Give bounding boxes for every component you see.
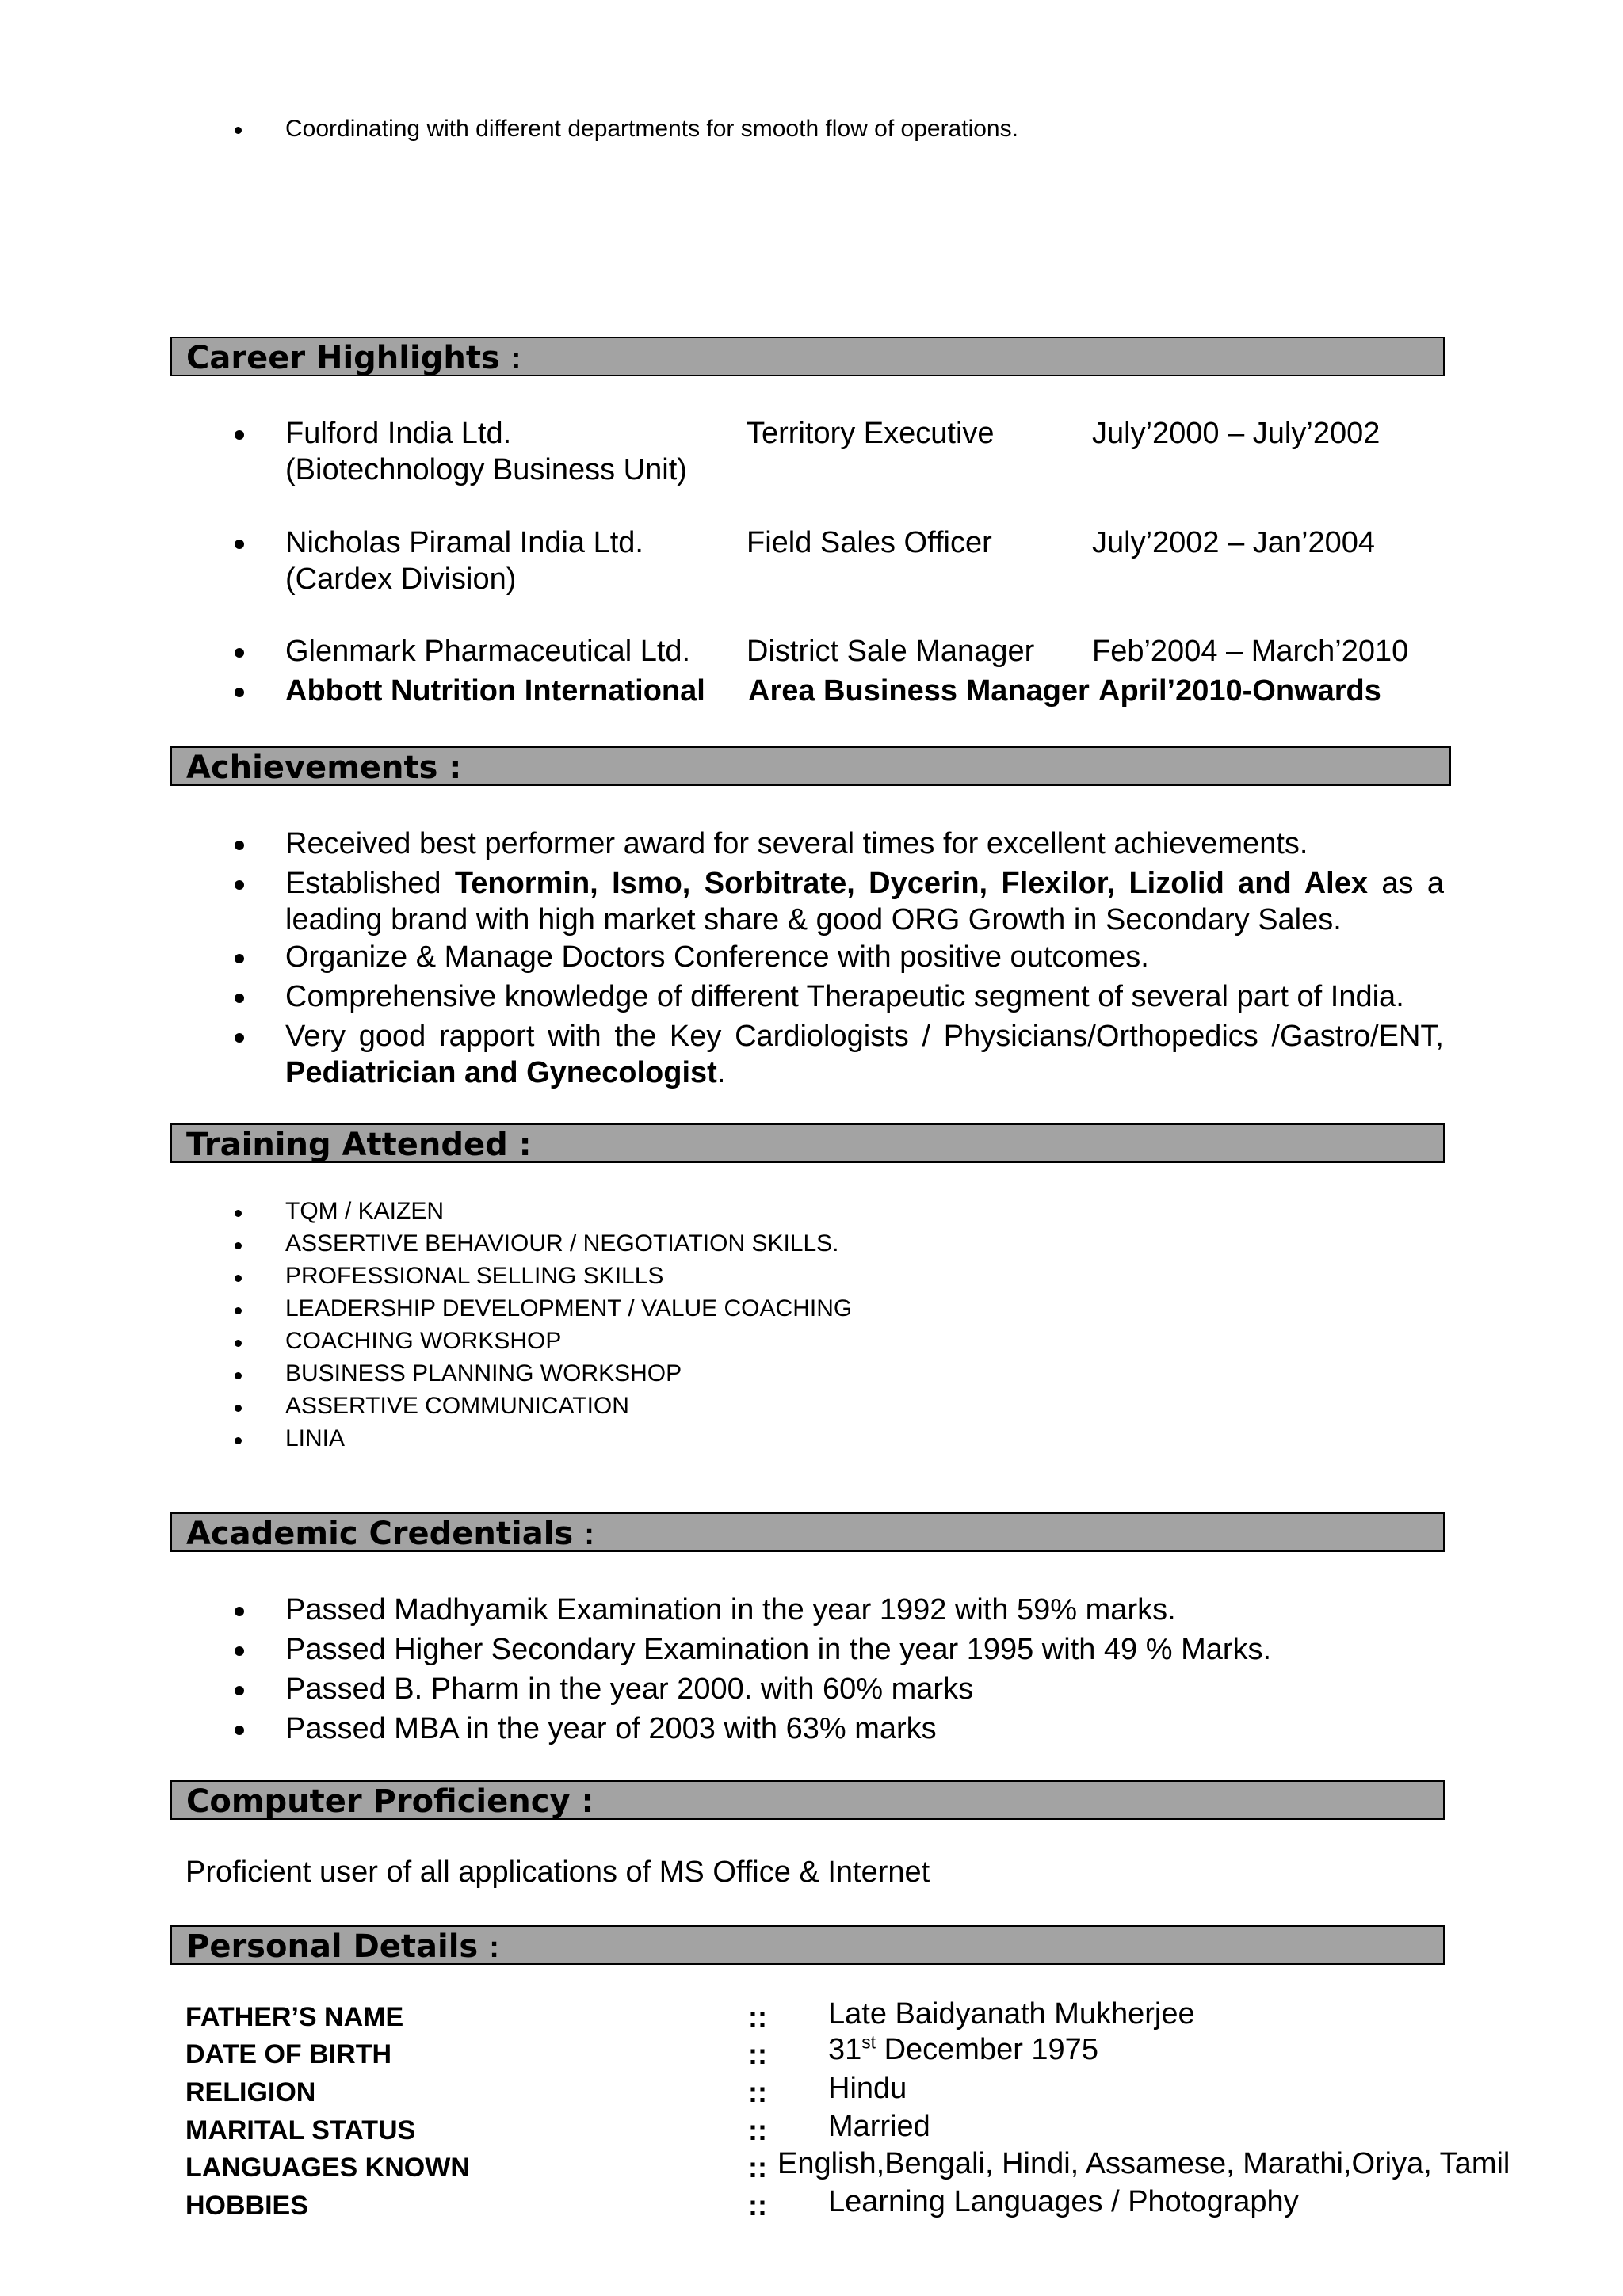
career-period: Feb’2004 – March’2010	[1092, 635, 1409, 668]
bullet-icon	[235, 1275, 242, 1282]
bullet-icon	[235, 430, 244, 440]
detail-value: Hindu	[828, 2072, 907, 2105]
bullet-icon	[235, 1340, 242, 1347]
bullet-icon	[235, 1686, 244, 1695]
career-company: Abbott Nutrition International	[285, 674, 705, 707]
training-item: LINIA	[285, 1425, 346, 1451]
list-item: Comprehensive knowledge of different Therapeutic segment of several part of India.	[285, 980, 1404, 1013]
bullet-icon	[235, 1437, 242, 1444]
bullet-icon	[235, 1405, 242, 1412]
section-header-academic	[170, 1512, 1445, 1552]
list-item	[285, 1020, 1444, 1055]
text-span: Established	[285, 867, 441, 900]
career-role: Territory Executive	[747, 417, 995, 450]
section-header-personal	[170, 1925, 1445, 1965]
career-company: Fulford India Ltd.	[285, 417, 512, 450]
bullet-icon	[235, 954, 244, 963]
career-company: Nicholas Piramal India Ltd.	[285, 526, 643, 559]
list-item-continuation: leading brand with high market share & good ORG Growth in Secondary Sales.	[285, 903, 1342, 936]
detail-label: FATHER’S NAME	[185, 2002, 404, 2032]
section-title: Personal Details	[186, 1928, 479, 1965]
bullet-icon	[235, 540, 244, 549]
bullet-icon	[235, 994, 244, 1003]
detail-separator: ::	[748, 2151, 767, 2183]
section-title: Achievements :	[186, 749, 462, 786]
career-company-sub: (Biotechnology Business Unit)	[285, 453, 687, 486]
career-period: July’2002 – Jan’2004	[1092, 526, 1376, 559]
section-header-career	[170, 337, 1445, 376]
detail-label: DATE OF BIRTH	[185, 2039, 392, 2069]
list-item: Coordinating with different departments for smooth flow of operations.	[285, 116, 1018, 142]
dob-suffix: st	[861, 2031, 876, 2053]
text-span: Very good rapport with the Key Cardiologists / Physicians/Orthopedics /Gastro/ENT,	[285, 1020, 1444, 1053]
list-item: Passed MBA in the year of 2003 with 63% marks	[285, 1712, 937, 1745]
training-item: PROFESSIONAL SELLING SKILLS	[285, 1263, 664, 1289]
training-item: LEADERSHIP DEVELOPMENT / VALUE COACHING	[285, 1295, 853, 1322]
section-header-training	[170, 1123, 1445, 1163]
brand-names: Tenormin, Ismo, Sorbitrate, Dycerin, Flexilor, Lizolid and Alex	[454, 867, 1368, 900]
detail-value: Late Baidyanath Mukherjee	[828, 1997, 1195, 2031]
training-item: BUSINESS PLANNING WORKSHOP	[285, 1360, 682, 1386]
bullet-icon	[235, 1033, 244, 1043]
bullet-icon	[235, 880, 244, 890]
training-item: ASSERTIVE COMMUNICATION	[285, 1393, 629, 1419]
section-colon: :	[510, 342, 521, 376]
section-title: Training Attended :	[186, 1127, 532, 1163]
career-role: District Sale Manager	[747, 635, 1035, 668]
list-item	[285, 867, 1444, 902]
section-title: Academic Credentials	[186, 1516, 574, 1552]
detail-label: LANGUAGES KNOWN	[185, 2153, 470, 2183]
detail-value: Married	[828, 2110, 930, 2143]
career-role: Field Sales Officer	[747, 526, 992, 559]
detail-separator: ::	[748, 2038, 767, 2070]
detail-separator: ::	[748, 2000, 767, 2033]
specialist-names: Pediatrician and Gynecologist	[285, 1056, 717, 1089]
career-company-sub: (Cardex Division)	[285, 563, 517, 596]
text-span: as a	[1381, 867, 1445, 900]
section-title: Career Highlights	[186, 340, 500, 376]
bullet-icon	[235, 127, 242, 134]
section-title: Computer Proficiency :	[186, 1783, 594, 1820]
bullet-icon	[235, 841, 244, 850]
list-item: Passed Higher Secondary Examination in the year 1995 with 49 % Marks.	[285, 1633, 1272, 1666]
training-item: ASSERTIVE BEHAVIOUR / NEGOTIATION SKILLS.	[285, 1230, 839, 1257]
detail-label: HOBBIES	[185, 2191, 308, 2221]
detail-value: Learning Languages / Photography	[828, 2185, 1299, 2218]
list-item-continuation	[285, 1056, 725, 1091]
detail-separator: ::	[748, 2114, 767, 2146]
bullet-icon	[235, 1307, 242, 1314]
detail-label: MARITAL STATUS	[185, 2115, 416, 2145]
section-colon: :	[584, 1518, 594, 1551]
detail-value: English,Bengali, Hindi, Assamese, Marathi,Oriya, Tamil	[777, 2147, 1510, 2180]
bullet-icon	[235, 1726, 244, 1735]
computer-text: Proficient user of all applications of MS Office & Internet	[185, 1855, 930, 1889]
section-header-achievements	[170, 746, 1451, 786]
training-item: TQM / KAIZEN	[285, 1198, 445, 1224]
career-company: Glenmark Pharmaceutical Ltd.	[285, 635, 691, 668]
career-role: Area Business Manager	[748, 674, 1090, 707]
detail-separator: ::	[748, 2076, 767, 2108]
detail-value	[828, 2033, 1098, 2067]
career-period: April’2010-Onwards	[1098, 674, 1381, 707]
career-period: July’2000 – July’2002	[1092, 417, 1381, 450]
bullet-icon	[235, 688, 244, 697]
dob-rest: December 1975	[876, 2033, 1098, 2066]
bullet-icon	[235, 648, 244, 658]
bullet-icon	[235, 1607, 244, 1616]
list-item: Passed B. Pharm in the year 2000. with 60% marks	[285, 1672, 974, 1706]
section-colon: :	[489, 1931, 499, 1964]
text-span: .	[716, 1056, 726, 1089]
training-item: COACHING WORKSHOP	[285, 1328, 562, 1354]
dob-day: 31	[828, 2033, 862, 2066]
bullet-icon	[235, 1210, 242, 1217]
bullet-icon	[235, 1646, 244, 1656]
list-item: Received best performer award for several times for excellent achievements.	[285, 827, 1308, 860]
bullet-icon	[235, 1372, 242, 1379]
bullet-icon	[235, 1242, 242, 1249]
section-header-computer	[170, 1780, 1445, 1820]
detail-label: RELIGION	[185, 2077, 316, 2107]
list-item: Passed Madhyamik Examination in the year 1992 with 59% marks.	[285, 1593, 1176, 1627]
detail-separator: ::	[748, 2189, 767, 2222]
list-item: Organize & Manage Doctors Conference with positive outcomes.	[285, 940, 1149, 974]
